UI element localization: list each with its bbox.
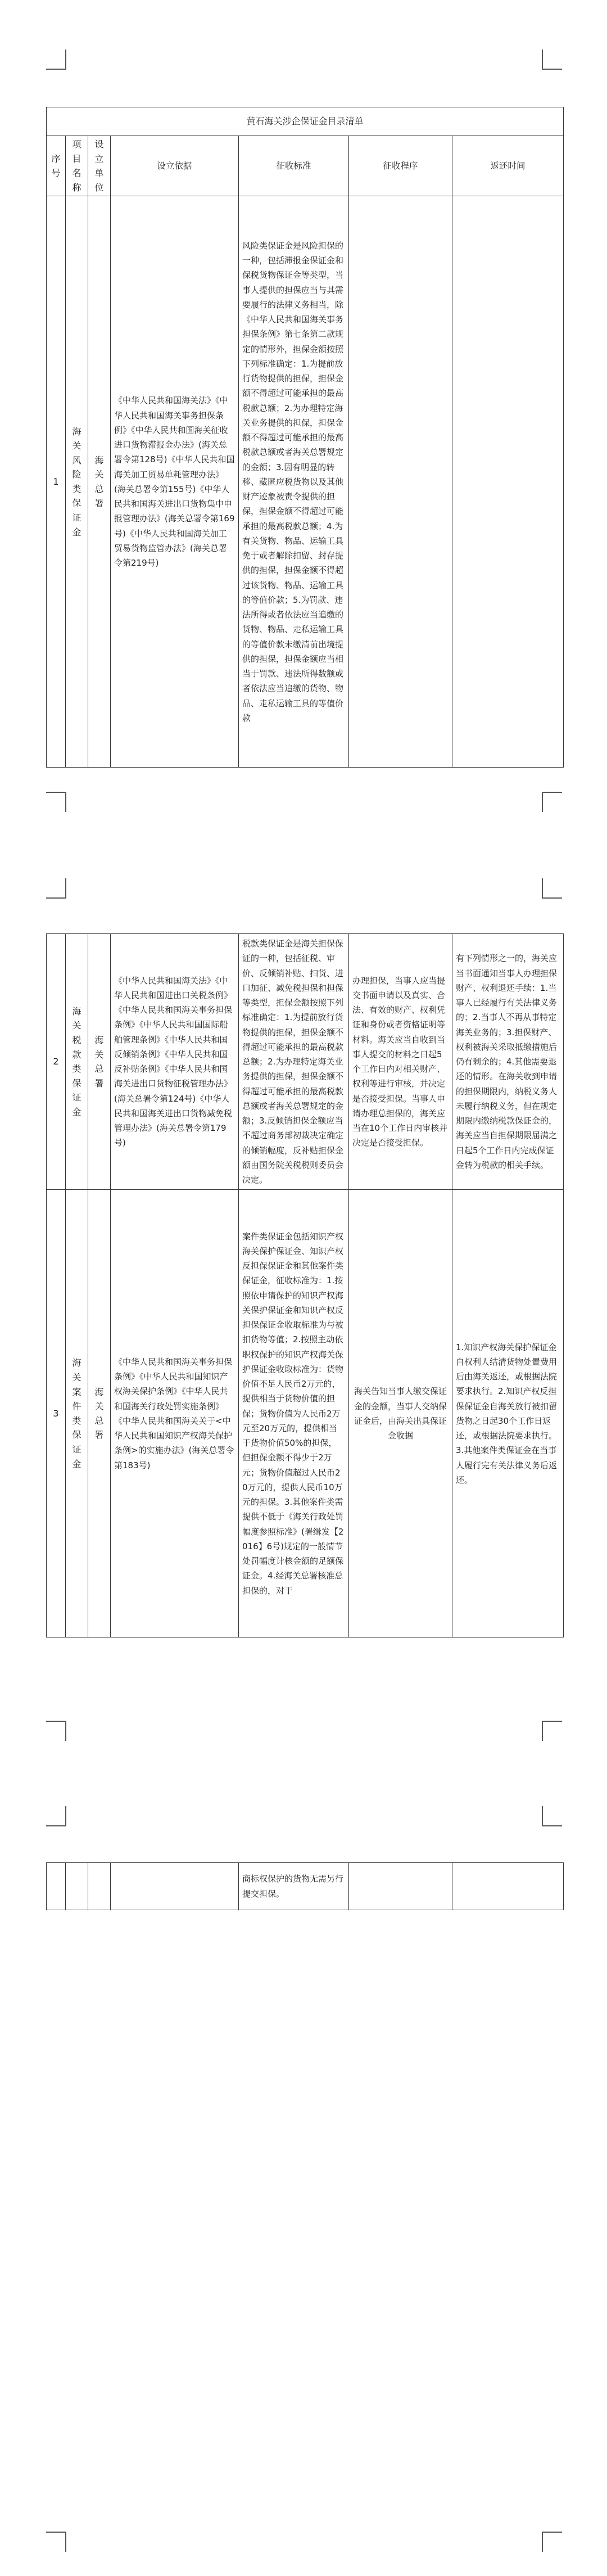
crop-mark xyxy=(46,1806,66,1826)
cell-unit: 海关总署 xyxy=(88,1190,111,1637)
cell-refund-time: 1.知识产权海关保护保证金自权利人结清货物处置费用后由海关返还，或根据法院要求执行。2.知识产权反担保保证金自海关放行被扣留货物之日起30个工作日返还，或根据法院要求执行。3.其他案件类保证金在当事人履行完有关法律义务后返还。 xyxy=(452,1190,564,1637)
guarantee-catalog-table-continued xyxy=(46,933,564,1637)
header-standard: 征收标准 xyxy=(239,136,349,196)
cell-refund-time xyxy=(452,196,564,768)
crop-mark xyxy=(46,792,66,812)
crop-mark xyxy=(542,878,562,899)
cell-procedure xyxy=(349,1863,452,1910)
cell-basis xyxy=(111,1863,239,1910)
cell-standard: 案件类保证金包括知识产权海关保护保证金、知识产权反担保保证金和其他案件类保证金，征收标准为：1.按照依申请保护的知识产权海关保护保证金和知识产权反担保保证金收取标准为与被扣货物等值；2.按照主动依职权保护的知识产权海关保护保证金收取标准为：货物价值不足人民币2万元的，提供相当于货物价值的担保；货物价值为人民币2万元至20万元的，提供相当于货物价值50%的担保，但担保金额不得少于2万元；货物价值超过人民币20万元的，提供人民币10万元的担保。3.其他案件类需提供不低于《海关行政处罚幅度参照标准》(署缉发【2016】6号)规定的一般情节处罚幅度计核金额的足额保证金。4.经海关总署核准总担保的，对于 xyxy=(239,1190,349,1637)
table-row xyxy=(47,934,564,1190)
crop-mark xyxy=(542,1721,562,1741)
cell-unit: 海关总署 xyxy=(88,196,111,768)
header-procedure: 征收程序 xyxy=(349,136,452,196)
cell-procedure xyxy=(349,196,452,768)
cell-procedure: 办理担保，当事人应当提交书面申请以及真实、合法、有效的财产、权利凭证和身份或者资格证明等材料。海关应当自收到当事人提交的材料之日起5个工作日内对相关财产、权利等进行审核，并决定是否接受担保。当事人申请办理总担保的，海关应当在10个工作日内审核并决定是否接受担保。 xyxy=(349,934,452,1190)
cell-item-name: 海关税款类保证金 xyxy=(66,934,88,1190)
cell-seq: 2 xyxy=(47,934,66,1190)
table-title: 黄石海关涉企保证金目录清单 xyxy=(47,107,564,136)
table-row xyxy=(47,196,564,768)
header-unit: 设立单位 xyxy=(88,136,111,196)
guarantee-catalog-table xyxy=(46,107,564,768)
header-basis: 设立依据 xyxy=(111,136,239,196)
crop-mark xyxy=(542,49,562,70)
cell-refund-time: 有下列情形之一的，海关应当书面通知当事人办理担保财产、权利退还手续：1.当事人已经履行有关法律义务的；2.当事人不再从事特定海关业务的；3.担保财产、权利被海关采取抵缴措施后仍有剩余的；4.其他需要退还的情形。在海关收到申请的担保期限内，纳税义务人未履行纳税义务，但在规定期限内缴纳税款保证金的，海关应当自担保期限届满之日起5个工作日内完成保证金转为税款的相关手续。 xyxy=(452,934,564,1190)
header-refund-time: 返还时间 xyxy=(452,136,564,196)
header-seq: 序号 xyxy=(47,136,66,196)
cell-standard: 商标权保护的货物无需另行提交担保。 xyxy=(239,1863,349,1910)
table-row xyxy=(47,1190,564,1637)
cell-seq: 1 xyxy=(47,196,66,768)
cell-item-name: 海关案件类保证金 xyxy=(66,1190,88,1637)
cell-standard: 税款类保证金是海关担保保证的一种，包括征税、审价、反倾销补贴、扫货、进口加征、减免税担保和担保等类型，担保金额按照下列标准确定：1.为提前放行货物提供的担保，担保金额不得超过可能承担的最高税款总额；2.为办理特定海关业务提供的担保，担保金额不得超过可能承担的最高税款总额或者海关总署规定的金额；3.反倾销担保金额应当不超过商务部初裁决定确定的倾销幅度，反补贴担保金额由国务院关税税则委员会决定。 xyxy=(239,934,349,1190)
cell-item-name xyxy=(66,1863,88,1910)
cell-unit xyxy=(88,1863,111,1910)
crop-mark xyxy=(46,1721,66,1741)
table-row xyxy=(47,1863,564,1910)
crop-mark xyxy=(46,2532,66,2552)
cell-seq: 3 xyxy=(47,1190,66,1637)
cell-basis: 《中华人民共和国海关法》《中华人民共和国海关事务担保条例》《中华人民共和国海关征收进口货物滞报金办法》(海关总署令第128号)《中华人民共和国海关加工贸易单耗管理办法》(海关总署令第155号)《中华人民共和国海关进出口货物集中申报管理办法》(海关总署令第169号)《中华人民共和国海关加工贸易货物监管办法》(海关总署令第219号) xyxy=(111,196,239,768)
crop-mark xyxy=(542,2532,562,2552)
guarantee-catalog-table-continued xyxy=(46,1862,564,1910)
crop-mark xyxy=(542,1806,562,1826)
crop-mark xyxy=(46,49,66,70)
cell-procedure: 海关告知当事人缴交保证金的金额，当事人交纳保证金后，由海关出具保证金收据 xyxy=(349,1190,452,1637)
cell-item-name: 海关风险类保证金 xyxy=(66,196,88,768)
cell-seq xyxy=(47,1863,66,1910)
header-item-name: 项目名称 xyxy=(66,136,88,196)
cell-basis: 《中华人民共和国海关事务担保条例》《中华人民共和国知识产权海关保护条例》《中华人民共和国海关行政处罚实施条例》《中华人民共和国海关关于<中华人民共和国知识产权海关保护条例>的实施办法》(海关总署令第183号) xyxy=(111,1190,239,1637)
cell-refund-time xyxy=(452,1863,564,1910)
cell-standard: 风险类保证金是风险担保的一种，包括滞报金保证金和保税货物保证金等类型，当事人提供的担保应当与其需要履行的法律义务相当，除《中华人民共和国海关事务担保条例》第七条第二款规定的情形外，担保金额按照下列标准确定：1.为提前放行货物提供的担保，担保金额不得超过可能承担的最高税款总额；2.为办理特定海关业务提供的担保，担保金额不得超过可能承担的最高税款总额或者海关总署规定的金额；3.因有明显的转移、藏匿应税货物以及其他财产迹象被责令提供的担保，担保金额不得超过可能承担的最高税款总额；4.为有关货物、物品、运输工具免于或者解除扣留、封存提供的担保，担保金额不得超过该货物、物品、运输工具的等值价款；5.为罚款、违法所得或者依法应当追缴的货物、物品、走私运输工具的等值价款未缴清前出境提供的担保，担保金额应当相当于罚款、违法所得数额或者依法应当追缴的货物、物品、走私运输工具的等值价款 xyxy=(239,196,349,768)
crop-mark xyxy=(46,878,66,899)
cell-unit: 海关总署 xyxy=(88,934,111,1190)
cell-basis: 《中华人民共和国海关法》《中华人民共和国进出口关税条例》《中华人民共和国海关事务担保条例》《中华人民共和国国际船舶管理条例》《中华人民共和国反倾销条例》《中华人民共和国反补贴条例》《中华人民共和国海关进出口货物征税管理办法》(海关总署令第124号)《中华人民共和国海关进出口货物减免税管理办法》(海关总署令第179号) xyxy=(111,934,239,1190)
crop-mark xyxy=(542,792,562,812)
